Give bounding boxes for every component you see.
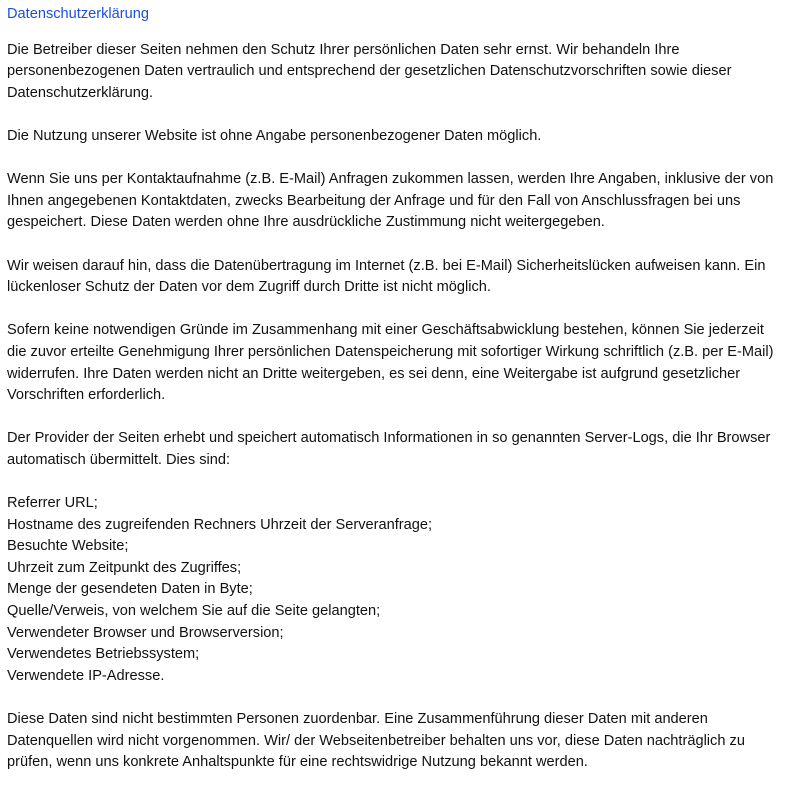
list-item: Hostname des zugreifenden Rechners Uhrzeit der Serveranfrage;: [7, 516, 433, 533]
server-log-items-list: [7, 493, 790, 687]
privacy-policy-title-link[interactable]: Datenschutzerklärung: [7, 6, 149, 22]
paragraph-server-logs: Der Provider der Seiten erhebt und speichert automatisch Informationen in so genannten Server-Logs, die Ihr Browser automatisch übermittelt. Dies sind:: [7, 430, 771, 468]
list-item: Besuchte Website;: [7, 538, 129, 555]
list-item: Referrer URL;: [7, 495, 98, 512]
paragraph-security-gaps: Wir weisen darauf hin, dass die Datenübertragung im Internet (z.B. bei E-Mail) Sicherheitslücken aufweisen kann. Ein lückenloser Schutz der Daten vor dem Zugriff durch Dritte ist nicht möglich.: [7, 257, 766, 296]
list-item: Verwendetes Betriebssystem;: [7, 646, 200, 663]
paragraph-data-protection-intro: Die Betreiber dieser Seiten nehmen den Schutz Ihrer persönlichen Daten sehr ernst. Wir behandeln Ihre personenbezogenen Daten vertraulich und entsprechend der gesetzlichen Datenschutzvorschriften sowie dieser Datenschutzerklärung.: [7, 41, 732, 101]
list-item: Verwendete IP-Adresse.: [7, 667, 165, 684]
list-item: Quelle/Verweis, von welchem Sie auf die Seite gelangten;: [7, 603, 381, 620]
paragraph-anonymous-use: Die Nutzung unserer Website ist ohne Angabe personenbezogener Daten möglich.: [7, 127, 542, 144]
paragraph-closing: Diese Daten sind nicht bestimmten Personen zuordenbar. Eine Zusammenführung dieser Daten mit anderen Datenquellen wird nicht vorgenommen. Wir/ der Webseitenbetreiber behalten uns vor, diese Daten nachträglich zu prüfen, wenn uns konkrete Anhaltspunkte für eine rechtswidrige Nutzung bekannt werden.: [7, 711, 745, 771]
paragraph-contact-data: Wenn Sie uns per Kontaktaufnahme (z.B. E-Mail) Anfragen zukommen lassen, werden Ihre Angaben, inklusive der von Ihnen angegebenen Kontaktdaten, zwecks Bearbeitung der Anfrage und für den Fall von Anschlussfragen bei uns gespeichert. Diese Daten werden ohne Ihre ausdrückliche Zustimmung nicht weitergegeben.: [7, 171, 774, 231]
list-item: Verwendeter Browser und Browserversion;: [7, 624, 284, 641]
list-item: Uhrzeit zum Zeitpunkt des Zugriffes;: [7, 559, 242, 576]
paragraph-revocation: Sofern keine notwendigen Gründe im Zusammenhang mit einer Geschäftsabwicklung bestehen, können Sie jederzeit die zuvor erteilte Genehmigung Ihrer persönlichen Datenspeicherung mit sofortiger Wirkung schriftlich (z.B. per E-Mail) widerrufen. Ihre Daten werden nicht an Dritte weitergeben, es sei denn, eine Weitergabe ist aufgrund gesetzlicher Vorschriften erforderlich.: [7, 322, 774, 404]
list-item: Menge der gesendeten Daten in Byte;: [7, 581, 253, 598]
